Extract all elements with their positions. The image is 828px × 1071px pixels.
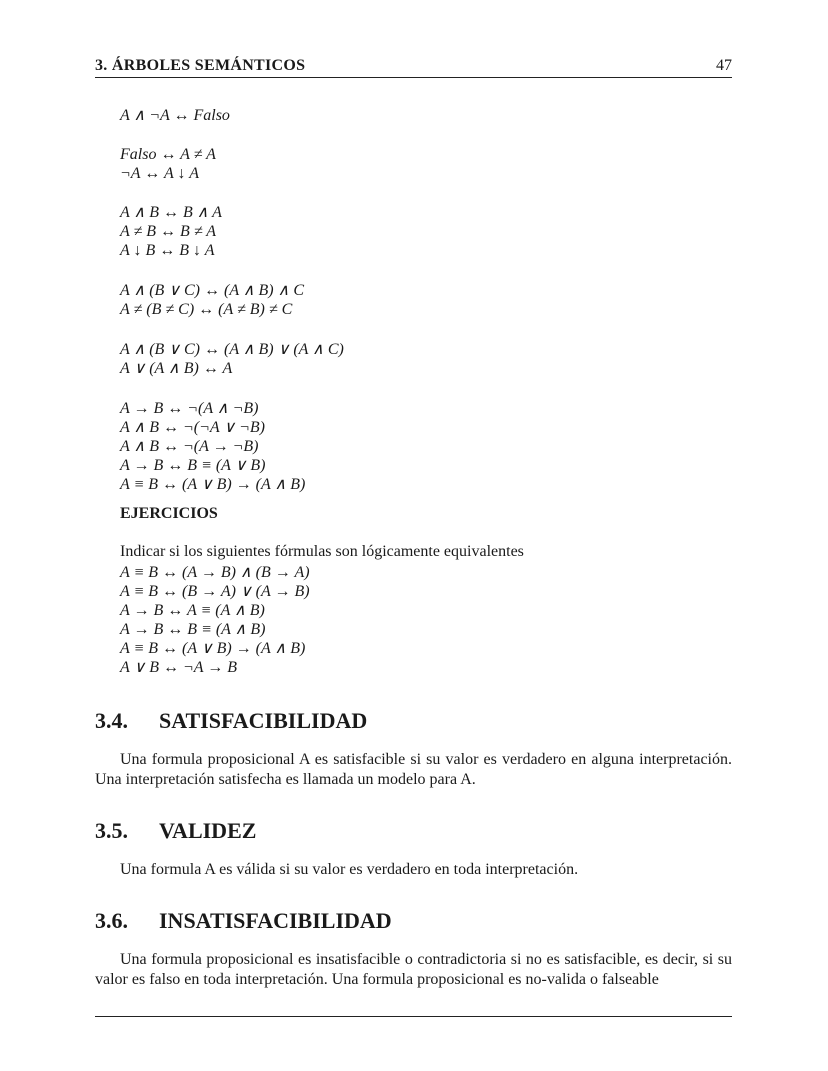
equivalence-formula: A ≡ B ↔ (A ∨ B) → (A ∧ B) [120, 476, 306, 493]
exercise-formula: A ≡ B ↔ (A ∨ B) → (A ∧ B) [120, 640, 306, 657]
equivalence-formula: A ∧ (B ∨ C) ↔ (A ∧ B) ∧ C [120, 282, 305, 299]
exercise-formula: A → B ↔ B ≡ (A ∧ B) [120, 621, 266, 638]
section-number: 3.4. [95, 708, 128, 733]
equivalence-formula: A ∧ ¬A ↔ Falso [120, 107, 230, 124]
equivalence-formula: A ∧ B ↔ ¬(A → ¬B) [120, 438, 259, 455]
page-number: 47 [716, 57, 732, 74]
section-number: 3.5. [95, 818, 128, 843]
section-title: SATISFACIBILIDAD [159, 708, 368, 733]
equivalence-formula: A ∧ B ↔ ¬(¬A ∨ ¬B) [120, 419, 265, 436]
exercises-heading: EJERCICIOS [120, 505, 218, 522]
exercise-formula: A ≡ B ↔ (A → B) ∧ (B → A) [120, 564, 310, 581]
section-paragraph [95, 950, 732, 990]
paragraph-text: Una formula A es válida si su valor es verdadero en toda interpretación. [120, 861, 579, 878]
section-heading-satisfacibilidad [95, 708, 367, 734]
equivalence-formula: A ≠ (B ≠ C) ↔ (A ≠ B) ≠ C [120, 301, 293, 318]
equivalence-formula: A ∧ B ↔ B ∧ A [120, 204, 222, 221]
equivalence-formula: ¬A ↔ A ↓ A [120, 165, 199, 182]
section-title: VALIDEZ [159, 818, 257, 843]
equivalence-formula: A ∧ (B ∨ C) ↔ (A ∧ B) ∨ (A ∧ C) [120, 341, 344, 358]
section-number: 3.6. [95, 908, 128, 933]
equivalence-formula: A ≠ B ↔ B ≠ A [120, 223, 217, 240]
footer-rule [95, 1016, 732, 1017]
section-heading-insatisfacibilidad [95, 908, 392, 934]
exercise-formula: A ≡ B ↔ (B → A) ∨ (A → B) [120, 583, 310, 600]
exercise-formula: A → B ↔ A ≡ (A ∧ B) [120, 602, 265, 619]
chapter-title: 3. ÁRBOLES SEMÁNTICOS [95, 57, 306, 74]
page-header [95, 57, 732, 78]
section-paragraph [95, 750, 732, 790]
exercises-intro: Indicar si los siguientes fórmulas son lógicamente equivalentes [120, 543, 524, 560]
paragraph-text: Una formula proposicional es insatisfacible o contradictoria si no es satisfacible, es decir, si su valor es falso en toda interpretación. Una formula proposicional es no-valida o falseable [95, 951, 732, 988]
section-paragraph [95, 860, 732, 880]
section-title: INSATISFACIBILIDAD [159, 908, 392, 933]
equivalence-formula: A ∨ (A ∧ B) ↔ A [120, 360, 233, 377]
equivalence-formula: Falso ↔ A ≠ A [120, 146, 216, 163]
equivalence-formula: A → B ↔ B ≡ (A ∨ B) [120, 457, 266, 474]
equivalence-formula: A → B ↔ ¬(A ∧ ¬B) [120, 400, 259, 417]
section-heading-validez [95, 818, 256, 844]
paragraph-text: Una formula proposicional A es satisfacible si su valor es verdadero en alguna interpretación. Una interpretación satisfecha es llamada un modelo para A. [95, 751, 732, 788]
equivalence-formula: A ↓ B ↔ B ↓ A [120, 242, 215, 259]
exercise-formula: A ∨ B ↔ ¬A → B [120, 659, 238, 676]
